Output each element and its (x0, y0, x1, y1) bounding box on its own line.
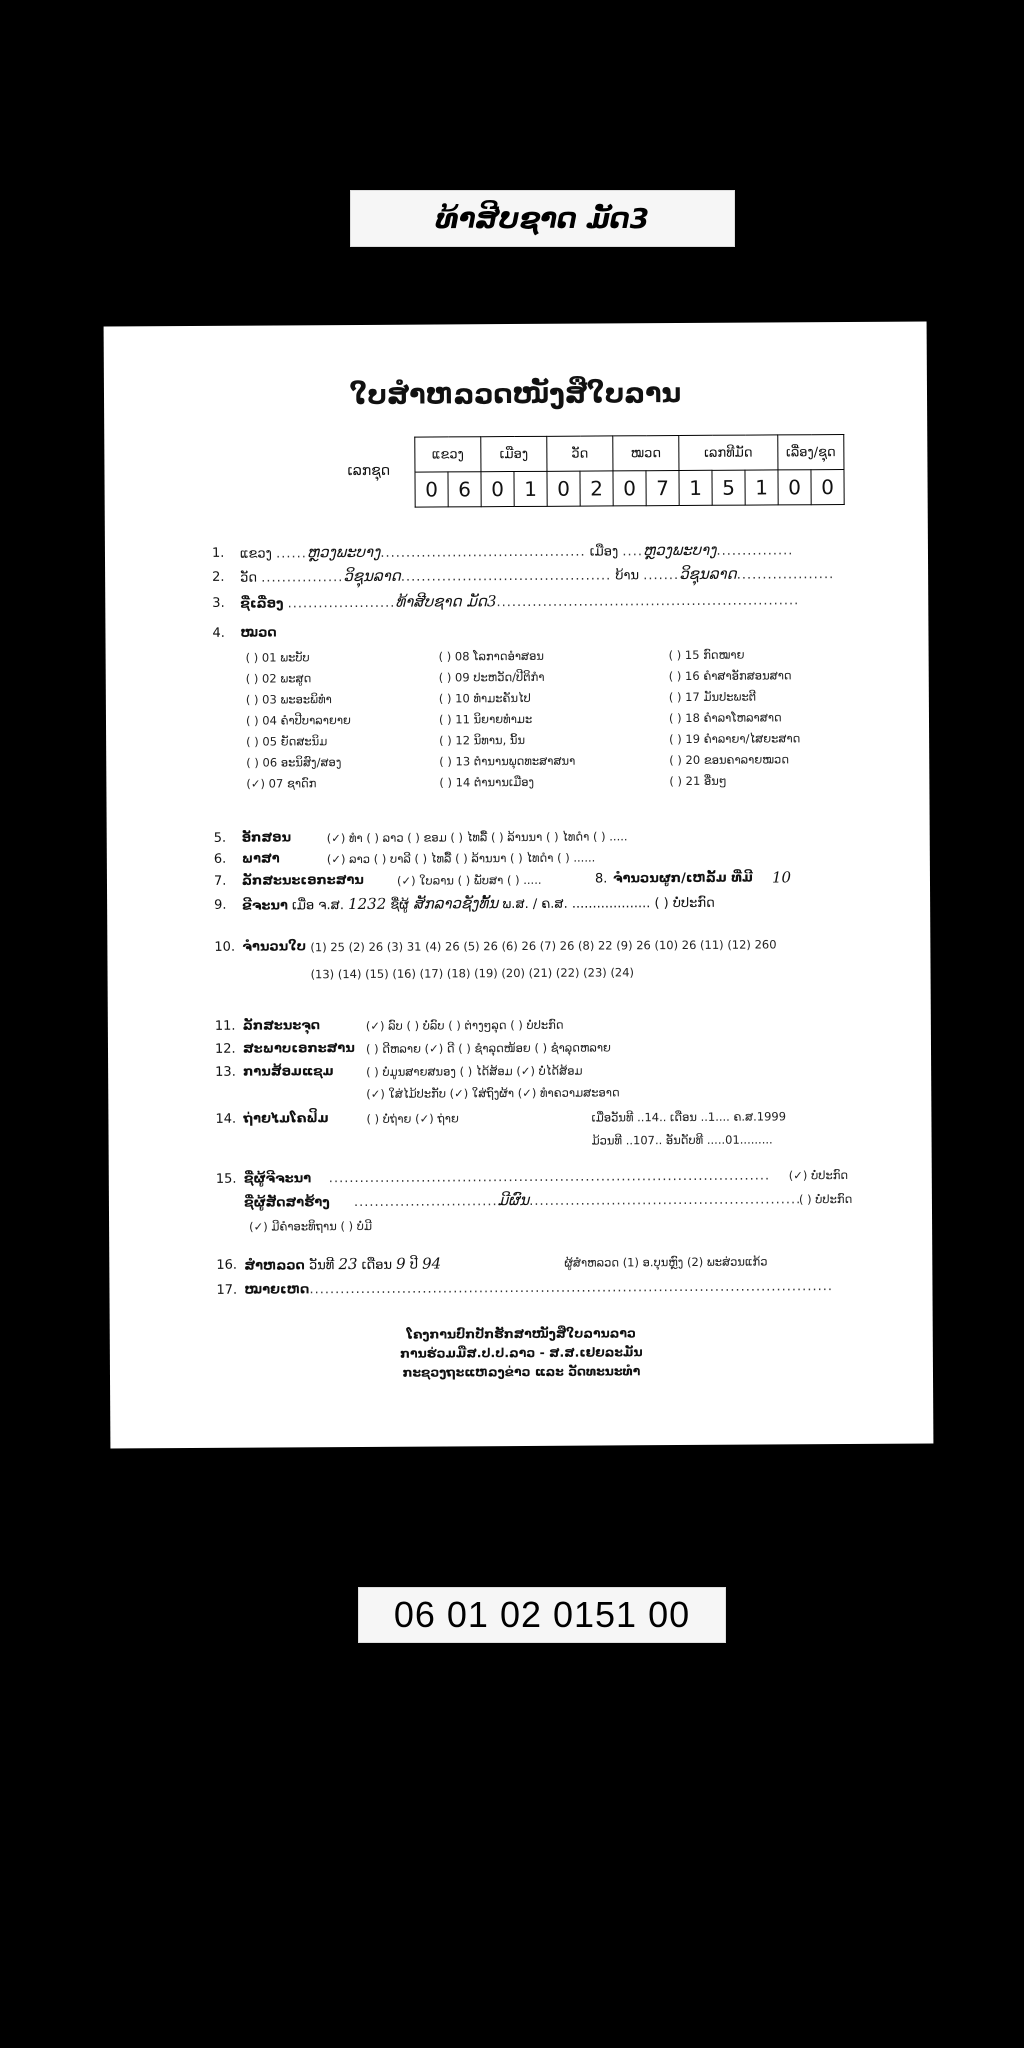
survey-text: ເດືອນ (357, 1257, 397, 1273)
code-digit: 0 (415, 472, 448, 507)
line-number: 8. (594, 871, 608, 887)
microfilm-date: ເມື່ອວັນທີ ..14.. ເດືອນ ..1.... ຄ.ສ.1999 (591, 1109, 787, 1125)
colophon-text: ເມື່ອ ຈ.ສ. (291, 898, 349, 914)
district-value: ຫຼວງພະບາງ (642, 540, 717, 560)
district-label: ເມືອງ (589, 544, 619, 560)
survey-label: ສຳຫລວດ (244, 1258, 305, 1274)
code-digit: 5 (712, 470, 745, 505)
survey-date-row (244, 1254, 441, 1273)
microfilm-options: ( ) ບໍ່ຖ່າຍ (✓) ຖ່າຍ (366, 1111, 459, 1126)
code-label: ເລກຊຸດ (347, 462, 391, 480)
code-digit: 2 (580, 471, 613, 506)
line-number: 9. (214, 897, 227, 913)
line-number: 11. (214, 1018, 236, 1034)
footer-line: ກະຊວງຖະແຫລງຂ່າວ ແລະ ວັດທະນະທຳ (402, 1363, 641, 1380)
line-number: 12. (214, 1041, 236, 1057)
line-number: 10. (214, 939, 236, 955)
form-title: ໃບສຳຫລວດໜັງສືໃບລານ (349, 377, 682, 412)
footer-line: ໂຄງການປົກປັກຮັກສາໜັງສືໃບລານລາວ (406, 1325, 636, 1342)
category-option: ( ) 20 ຂອນຄາລາຍໝວດ (669, 752, 790, 768)
condition-label: ສະພາບເອກະສານ (242, 1041, 355, 1057)
remarks-dots: ...................................................................................................... (309, 1279, 834, 1298)
colophon-text: ພ.ສ. / ຄ.ສ. ................... ( ) ບໍ່ປະກົດ (498, 895, 715, 913)
line-number: 13. (215, 1064, 236, 1080)
top-title-label: ທ້າສີບຊາດ ມັດ3 (350, 190, 735, 247)
survey-year: 94 (422, 1254, 442, 1273)
sponsor-label: ຊື່ຜູ້ສັດສາຮ້າງ (243, 1195, 330, 1211)
code-table (414, 434, 844, 508)
line-number: 14. (215, 1111, 237, 1127)
category-option: ( ) 17 ມັນປະພະຕີ (668, 689, 757, 705)
category-option: ( ) 16 ຄຳສາອັກສອນສາດ (668, 668, 792, 684)
repair-options-2: (✓) ໃສ່ໄມ້ປະກັບ (✓) ໃສ່ຖົງຜ້າ (✓) ທຳຄວາມສະອາດ (366, 1085, 620, 1101)
microfilm-label: ຖ່າຍໄມໂຄຟິມ (243, 1111, 329, 1127)
edge-label: ລັກສະນະຈຸດ (242, 1018, 321, 1034)
category-option: ( ) 04 ຄຳປີບາລາຍາຍ (245, 713, 351, 728)
bundle-count-label: ຈຳນວນຜູກ/ເຫລັ້ມ ທີ່ມີ (612, 870, 753, 887)
code-digit: 0 (778, 470, 811, 505)
code-header: ເລກທີມັດ (679, 435, 778, 471)
code-digit: 1 (514, 471, 547, 506)
line-number: 4. (212, 625, 225, 641)
colophon-label: ຂີຈະນາ (242, 898, 288, 914)
repair-label: ການສ້ອມແຊມ (243, 1064, 334, 1080)
survey-day: 23 (338, 1254, 358, 1274)
category-option: ( ) 12 ນິທານ, ນິ້ນ (439, 732, 526, 748)
survey-month: 9 (396, 1254, 406, 1273)
colophon-year: 1232 (348, 894, 387, 914)
code-digit: 1 (679, 470, 712, 505)
bottom-code-label: 06 01 02 0151 00 (358, 1587, 726, 1643)
colophon-row (242, 893, 715, 914)
language-label: ພາສາ (241, 851, 280, 867)
temple-label: ວັດ (240, 570, 258, 586)
prayer-options: (✓) ມີຄຳອະທິຖານ ( ) ບໍ່ມີ (249, 1218, 373, 1234)
scribe-label: ຊື່ຜູ້ຈີຈະນາ (243, 1171, 312, 1187)
bundle-count-value: 10 (771, 868, 792, 887)
line-number: 3. (212, 595, 225, 611)
temple-row: ວັດ ................ວິຊຸນລາດ......................................... ບ້ານ .......ວິຊຸນລາດ................... (240, 564, 835, 586)
line-number: 2. (212, 569, 225, 585)
code-header: ໝວດ (613, 436, 679, 471)
category-option: ( ) 21 ອື່ນໆ (669, 773, 727, 789)
village-value: ວິຊຸນລາດ (679, 564, 737, 584)
script-options: (✓) ທຳ ( ) ລາວ ( ) ຂອມ ( ) ໄທລື້ ( ) ລ້ານນາ ( ) ໄທດຳ ( ) ..... (326, 829, 628, 846)
province-label: ແຂວງ (239, 546, 272, 562)
code-digit: 1 (745, 470, 778, 505)
category-option: ( ) 14 ຕຳນານເມືອງ (439, 774, 535, 790)
survey-form-sheet (104, 321, 934, 1448)
condition-options: ( ) ດີຫລາຍ (✓) ດີ ( ) ຊຳລຸດໜ້ອຍ ( ) ຊຳລຸດຫລາຍ (365, 1040, 611, 1056)
category-option: ( ) 01 ພະບັບ (245, 650, 310, 665)
script-label: ອັກສອນ (241, 830, 292, 846)
colophon-author: ສັກລາວຊັງທັ້ນ (413, 894, 499, 913)
code-digit: 6 (448, 472, 481, 507)
temple-value: ວິຊຸນລາດ (343, 566, 401, 586)
code-digit: 0 (481, 472, 514, 507)
colophon-text: ຊື່ຜູ້ (386, 897, 414, 913)
province-value: ຫຼວງພະບາງ (306, 542, 381, 562)
footer-line: ການຮ່ວມມືສ.ປ.ປ.ລາວ - ສ.ສ.ເຢຍລະມັນ (400, 1344, 643, 1361)
folio-count-row-1: (1) 25 (2) 26 (3) 31 (4) 26 (5) 26 (6) 26 (7) 26 (8) 22 (9) 26 (10) 26 (11) (12) 260 (310, 937, 777, 955)
province-row: ແຂວງ ......ຫຼວງພະບາງ........................................ ເມືອງ ....ຫຼວງພະບາງ............... (239, 540, 794, 562)
line-number: 1. (211, 545, 225, 561)
category-option: ( ) 19 ຄຳລາຍາ/ໄສຍະສາດ (669, 731, 801, 747)
edge-options: (✓) ລົບ ( ) ບໍ່ລົບ ( ) ຕ່າງໆລຸດ ( ) ບໍ່ປະກົດ (365, 1017, 564, 1033)
category-option: ( ) 11 ນິຍາຍທຳມະ (438, 711, 533, 727)
category-option: ( ) 06 ອະນິສົງ/ສອງ (246, 755, 342, 770)
language-options: (✓) ລາວ ( ) ບາລີ ( ) ໄທລື້ ( ) ລ້ານນາ ( ) ໄທດຳ ( ) ...... (326, 850, 596, 867)
code-digit: 0 (613, 471, 646, 506)
scribe-dots: ...................................................................................... (328, 1168, 771, 1187)
village-label: ບ້ານ (615, 568, 640, 584)
category-label: ໝວດ (240, 625, 277, 641)
category-option: (✓) 07 ຊາດົກ (246, 776, 317, 791)
story-title-value: ທ້າສີບຊາດ ມັດ3 (395, 592, 497, 611)
line-number: 5. (213, 830, 227, 846)
category-option: ( ) 10 ທຳມະຄັນໄປ (438, 690, 531, 706)
sponsor-option: ( ) ບໍ່ປະກົດ (798, 1191, 853, 1207)
category-option: ( ) 03 ພະອະພິທຳ (245, 692, 332, 707)
category-option: ( ) 08 ໂລກາດອຳສອນ (438, 648, 545, 664)
line-number: 17. (216, 1282, 238, 1298)
doc-type-options: (✓) ໃບລານ ( ) ພັບສາ ( ) ..... (396, 872, 542, 888)
category-option: ( ) 18 ຄຳລາໂຫລາສາດ (668, 710, 782, 726)
category-option: ( ) 13 ຕຳນານພຸດທະສາສນາ (439, 753, 576, 769)
title-row: ຊື່ເລື່ອງ .....................ທ້າສີບຊາດ ມັດ3........................................................... (240, 592, 800, 612)
category-option: ( ) 09 ປະຫວັດ/ປີຕິກຳ (438, 669, 545, 685)
sponsor-value: ມີຜົນ (497, 1190, 530, 1210)
survey-text: ວັນທີ (308, 1258, 339, 1274)
story-title-label: ຊື່ເລື່ອງ (240, 596, 284, 612)
code-header: ວັດ (547, 436, 613, 471)
code-header: ແຂວງ (415, 437, 481, 472)
surveyors: ຜູ້ສຳຫລວດ (1) ອ.ບຸນຫຼົງ (2) ພະສ່ວນແກ້ວ (564, 1254, 768, 1270)
line-number: 7. (213, 873, 227, 889)
code-digit: 0 (811, 470, 844, 505)
line-number: 6. (213, 851, 227, 867)
line-number: 16. (216, 1257, 238, 1273)
doc-type-label: ລັກສະນະເອກະສານ (241, 872, 364, 889)
code-header: ເມືອງ (481, 436, 547, 471)
sponsor-row: ............................ມີຜົນ..................................................... (353, 1190, 802, 1211)
category-option: ( ) 05 ຍັດສະນິມ (246, 734, 328, 749)
microfilm-reel: ມ້ວນທີ ..107.. ອັນດັບທີ .....01......... (591, 1132, 773, 1148)
survey-text: ປີ (405, 1257, 423, 1273)
remarks-label: ໝາຍເຫດ (244, 1282, 310, 1298)
scribe-option: (✓) ບໍ່ປະກົດ (788, 1167, 849, 1183)
repair-options: ( ) ບໍ່ມູນສາຍສນອງ ( ) ໄດ້ສ້ອມ (✓) ບໍ່ໄດ້ສ້ອມ (366, 1063, 583, 1079)
category-option: ( ) 15 ກົດໝາຍ (668, 647, 745, 663)
code-digit: 0 (547, 471, 580, 506)
folio-count-label: ຈຳນວນໃບ (242, 939, 307, 955)
line-number: 15. (215, 1171, 237, 1187)
category-option: ( ) 02 ພະສູດ (245, 671, 312, 686)
folio-count-row-2: (13) (14) (15) (16) (17) (18) (19) (20) (21) (22) (23) (24) (310, 965, 635, 982)
code-header: ເລື່ອງ/ຊຸດ (778, 435, 844, 470)
code-digit: 7 (646, 471, 679, 506)
